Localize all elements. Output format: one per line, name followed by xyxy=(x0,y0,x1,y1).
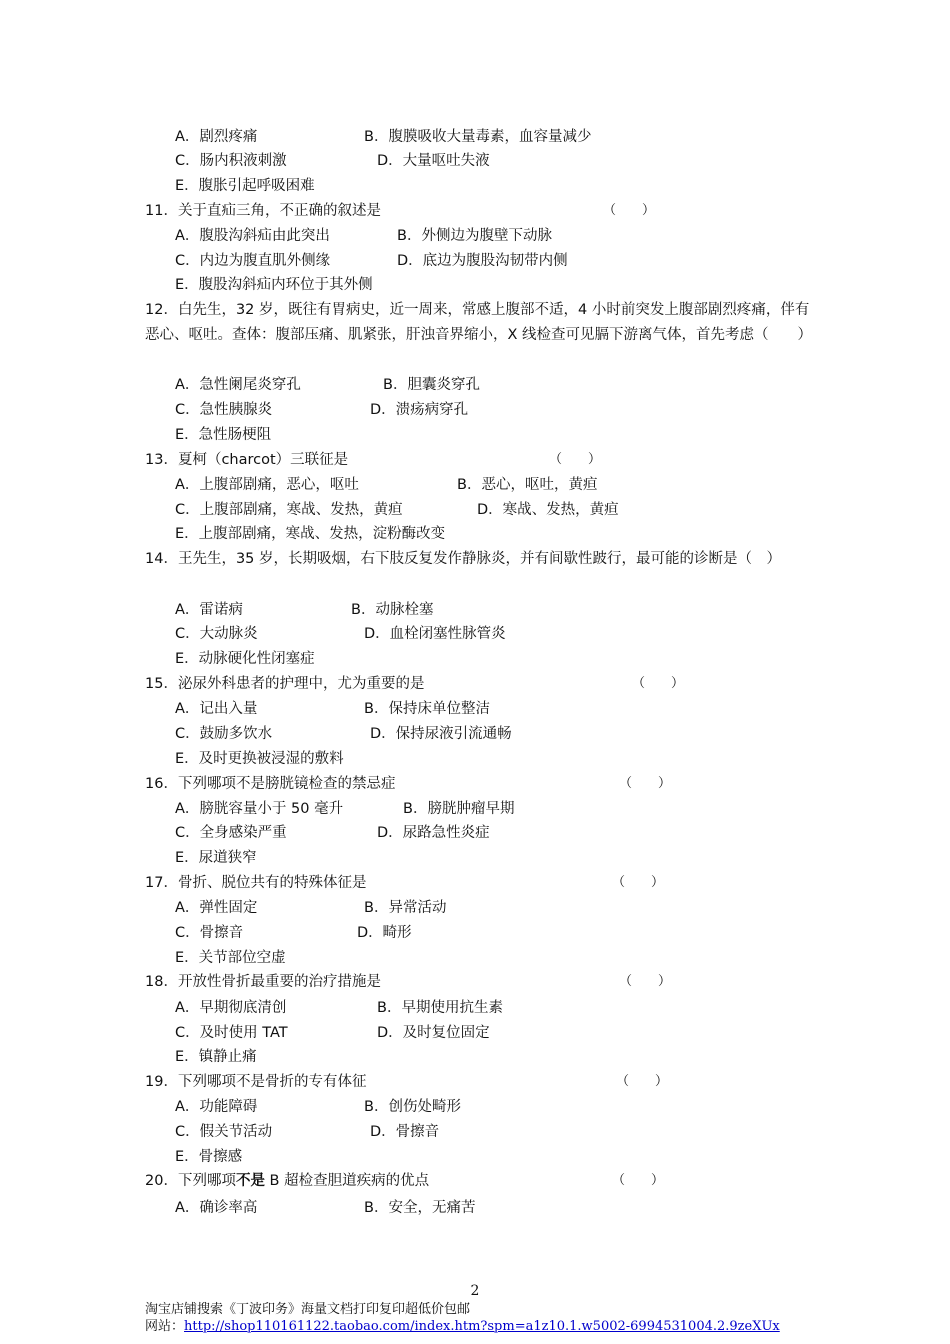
q12-option-d: D．溃疡病穿孔 xyxy=(370,402,469,418)
q16-option-a: A．膀胱容量小于 50 毫升 xyxy=(175,801,344,817)
q13-option-b: B．恶心，呕吐，黄疸 xyxy=(457,477,598,493)
q12-option-b: B．胆囊炎穿孔 xyxy=(383,377,480,393)
q17-option-e: E．关节部位空虚 xyxy=(175,950,286,966)
q14-stem: 14．王先生，35 岁，长期吸烟，右下肢反复发作静脉炎，并有间歇性跛行，最可能的诊断是（ ） xyxy=(145,551,782,567)
q17-option-a: A．弹性固定 xyxy=(175,900,258,916)
q11-option-b: B．外侧边为腹壁下动脉 xyxy=(397,228,552,244)
q14-option-c: C．大动脉炎 xyxy=(175,626,258,642)
q17-answer-blank: （ ） xyxy=(612,875,665,890)
q20-answer-blank: （ ） xyxy=(612,1173,665,1188)
q18-answer-blank: （ ） xyxy=(619,974,672,989)
q12-option-e: E．急性肠梗阻 xyxy=(175,427,272,443)
q13-option-d: D．寒战、发热，黄疸 xyxy=(477,502,619,518)
q19-option-a: A．功能障碍 xyxy=(175,1099,258,1115)
q20-option-b: B．安全，无痛苦 xyxy=(364,1200,476,1216)
footer-website-line xyxy=(145,1315,780,1334)
q16-stem: 16．下列哪项不是膀胱镜检查的禁忌症 xyxy=(145,776,396,792)
q20-stem-pre: 20．下列哪项 xyxy=(145,1173,236,1189)
q17-stem: 17．骨折、脱位共有的特殊体征是 xyxy=(145,875,367,891)
q19-option-e: E．骨擦感 xyxy=(175,1149,243,1165)
q14-option-a: A．雷诺病 xyxy=(175,602,243,618)
q16-option-c: C．全身感染严重 xyxy=(175,825,287,841)
q11-option-e: E．腹股沟斜疝内环位于其外侧 xyxy=(175,277,373,293)
q15-answer-blank: （ ） xyxy=(632,676,685,691)
q11-option-d: D．底边为腹股沟韧带内侧 xyxy=(397,253,568,269)
q13-option-e: E．上腹部剧痛，寒战、发热，淀粉酶改变 xyxy=(175,526,446,542)
q10-option-a: A．剧烈疼痛 xyxy=(175,129,258,145)
q10-option-c: C．肠内积液刺激 xyxy=(175,153,287,169)
q19-option-d: D．骨擦音 xyxy=(370,1124,440,1140)
q19-option-c: C．假关节活动 xyxy=(175,1124,273,1140)
q14-option-d: D．血栓闭塞性脉管炎 xyxy=(364,626,506,642)
q15-stem: 15．泌尿外科患者的护理中，尤为重要的是 xyxy=(145,676,425,692)
q11-stem: 11．关于直疝三角，不正确的叙述是 xyxy=(145,203,381,219)
q10-option-e: E．腹胀引起呼吸困难 xyxy=(175,178,315,194)
q16-option-e: E．尿道狭窄 xyxy=(175,850,257,866)
q19-stem: 19．下列哪项不是骨折的专有体征 xyxy=(145,1074,367,1090)
q15-option-d: D．保持尿液引流通畅 xyxy=(370,726,512,742)
q16-option-d: D．尿路急性炎症 xyxy=(377,825,490,841)
q16-option-b: B．膀胱肿瘤早期 xyxy=(403,801,515,817)
q19-option-b: B．创伤处畸形 xyxy=(364,1099,461,1115)
q18-option-c: C．及时使用 TAT xyxy=(175,1025,288,1041)
q13-option-a: A．上腹部剧痛，恶心，呕吐 xyxy=(175,477,359,493)
q15-option-c: C．鼓励多饮水 xyxy=(175,726,273,742)
q11-option-c: C．内边为腹直肌外侧缘 xyxy=(175,253,331,269)
q12-option-c: C．急性胰腺炎 xyxy=(175,402,273,418)
q20-stem xyxy=(145,1171,429,1191)
q11-answer-blank: （ ） xyxy=(603,203,656,218)
q17-option-c: C．骨擦音 xyxy=(175,925,244,941)
q15-option-b: B．保持床单位整洁 xyxy=(364,701,490,717)
q14-option-e: E．动脉硬化性闭塞症 xyxy=(175,651,315,667)
q17-option-b: B．异常活动 xyxy=(364,900,447,916)
q18-option-e: E．镇静止痛 xyxy=(175,1049,257,1065)
footer-website-label: 网站： xyxy=(145,1319,185,1334)
q13-answer-blank: （ ） xyxy=(549,452,602,467)
q15-option-e: E．及时更换被浸湿的敷料 xyxy=(175,751,344,767)
q18-stem: 18．开放性骨折最重要的治疗措施是 xyxy=(145,974,381,990)
q10-option-b: B．腹膜吸收大量毒素，血容量减少 xyxy=(364,129,592,145)
q14-option-b: B．动脉栓塞 xyxy=(351,602,434,618)
q20-stem-emphasis: 不是 xyxy=(235,1173,265,1189)
q18-option-d: D．及时复位固定 xyxy=(377,1025,490,1041)
q10-option-d: D．大量呕吐失液 xyxy=(377,153,490,169)
q15-option-a: A．记出入量 xyxy=(175,701,258,717)
footer-website-link[interactable]: http://shop110161122.taobao.com/index.htm?spm=a1z10.1.w5002-6994531004.2.9zeXUx xyxy=(184,1319,780,1334)
footer-ad-line: 淘宝店铺搜索《丁波印务》海量文档打印复印超低价包邮 xyxy=(145,1302,471,1317)
q13-stem: 13．夏柯（charcot）三联征是 xyxy=(145,452,349,468)
q12-option-a: A．急性阑尾炎穿孔 xyxy=(175,377,301,393)
q20-option-a: A．确诊率高 xyxy=(175,1200,258,1216)
q20-stem-post: B 超检查胆道疾病的优点 xyxy=(264,1173,430,1189)
q11-option-a: A．腹股沟斜疝由此突出 xyxy=(175,228,330,244)
q18-option-b: B．早期使用抗生素 xyxy=(377,1000,503,1016)
page-number: 2 xyxy=(470,1283,480,1299)
q13-option-c: C．上腹部剧痛，寒战、发热，黄疸 xyxy=(175,502,403,518)
q19-answer-blank: （ ） xyxy=(616,1074,669,1089)
q18-option-a: A．早期彻底清创 xyxy=(175,1000,287,1016)
q12-stem: 12．白先生，32 岁，既往有胃病史，近一周来，常感上腹部不适，4 小时前突发上腹部剧烈疼痛，伴有恶心、呕吐。查体：腹部压痛、肌紧张，肝浊音界缩小，X 线检查可见膈下游离气体，首先考虑（ ） xyxy=(145,302,813,343)
q16-answer-blank: （ ） xyxy=(619,776,672,791)
q17-option-d: D．畸形 xyxy=(357,925,412,941)
